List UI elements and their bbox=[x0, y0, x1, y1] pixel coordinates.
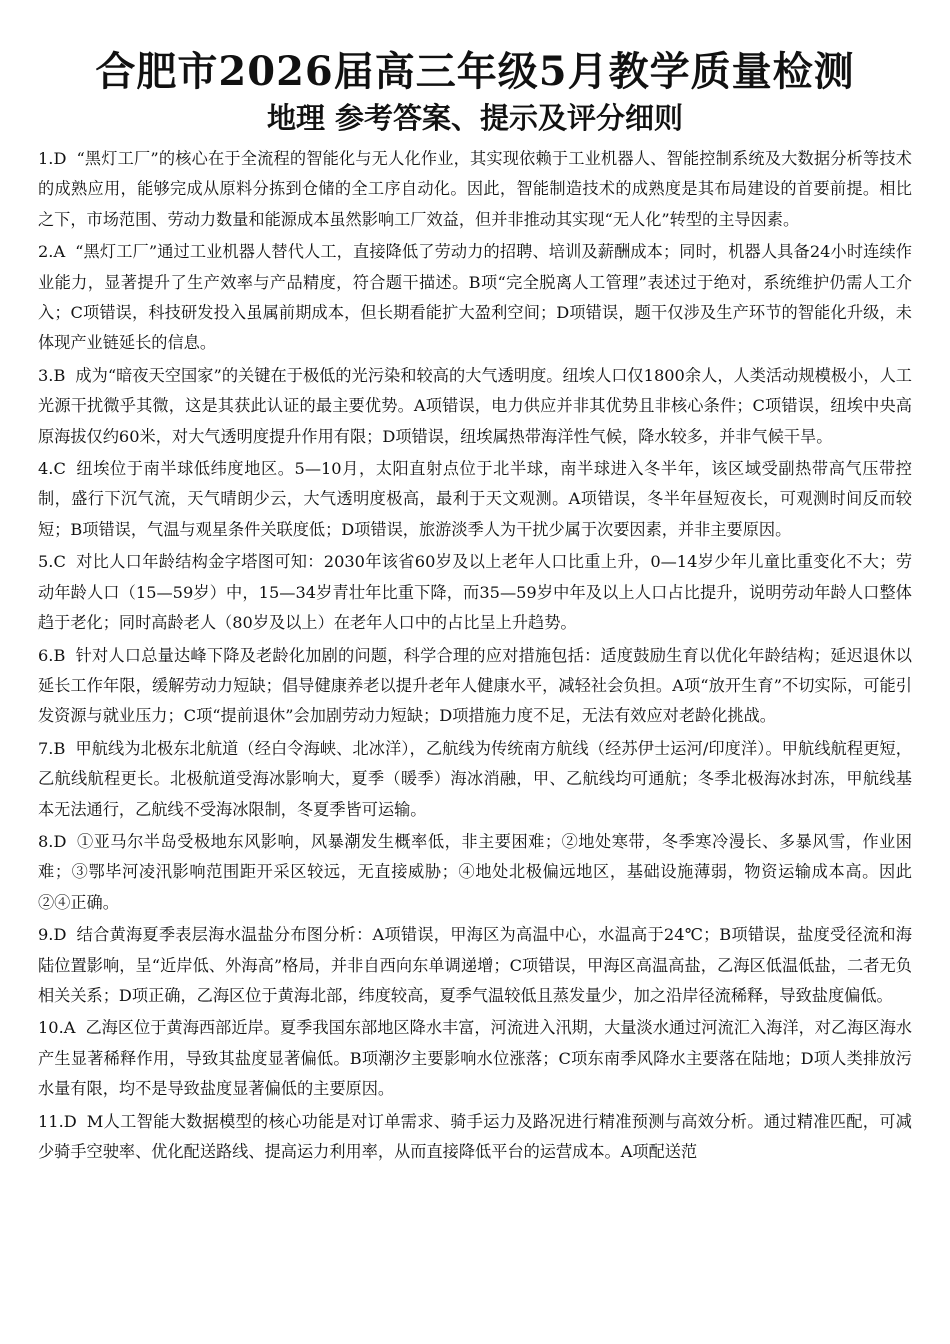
answer-explanation: ①亚马尔半岛受极地东风影响，风暴潮发生概率低，非主要困难；②地处寒带，冬季寒冷漫长、多暴风雪，作业困难；③鄂毕河凌汛影响范围距开采区较远，无直接威胁；④地处北极偏远地区，基础设施薄弱，物资运输成本高。因此②④正确。 bbox=[38, 831, 912, 912]
answer-explanation: 成为“暗夜天空国家”的关键在于极低的光污染和较高的大气透明度。纽埃人口仅1800余人，人类活动规模极小，人工光源干扰微乎其微，这是其获此认证的最主要优势。A项错误，电力供应并非其优势且非核心条件；C项错误，纽埃中央高原海拔仅约60米，对大气透明度提升作用有限；D项错误，纽埃属热带海洋性气候，降水较多，并非气候干旱。 bbox=[38, 365, 912, 446]
question-number: 6. bbox=[38, 645, 54, 665]
answer-item-7 bbox=[38, 734, 912, 825]
question-number: 9. bbox=[38, 925, 54, 945]
question-number: 5. bbox=[38, 552, 54, 572]
answer-explanation: 针对人口总量达峰下降及老龄化加剧的问题，科学合理的应对措施包括：适度鼓励生育以优化年龄结构；延迟退休以延长工作年限，缓解劳动力短缺；倡导健康养老以提升老年人健康水平，减轻社会负担。A项“放开生育”不切实际，可能引发资源与就业压力；C项“提前退休”会加剧劳动力短缺；D项措施力度不足，无法有效应对老龄化挑战。 bbox=[38, 645, 912, 726]
answer-item-3 bbox=[38, 361, 912, 452]
answer-item-11 bbox=[38, 1107, 912, 1168]
answer-key: D bbox=[63, 1111, 77, 1131]
question-number: 10. bbox=[38, 1018, 64, 1038]
answer-key: B bbox=[53, 365, 66, 385]
answer-explanation: 结合黄海夏季表层海水温盐分布图分析：A项错误，甲海区为高温中心，水温高于24℃；B项错误，盐度受径流和海陆位置影响，呈“近岸低、外海高”格局，并非自西向东单调递增；C项错误，甲海区高温高盐，乙海区低温低盐，二者无负相关关系；D项正确，乙海区位于黄海北部，纬度较高，夏季气温较低且蒸发量少，加之沿岸径流稀释，导致盐度偏低。 bbox=[38, 925, 912, 1005]
answer-key: D bbox=[53, 831, 67, 851]
answer-explanation: 纽埃位于南半球低纬度地区。5—10月，太阳直射点位于北半球，南半球进入冬半年，该区域受副热带高气压带控制，盛行下沉气流，天气晴朗少云，大气透明度极高，最利于天文观测。A项错误，冬半年昼短夜长，可观测时间反而较短；B项错误，气温与观星条件关联度低；D项错误，旅游淡季人为干扰少属于次要因素，并非主要原因。 bbox=[38, 459, 912, 539]
answer-explanation: 对比人口年龄结构金字塔图可知：2030年该省60岁及以上老年人口比重上升，0—14岁少年儿童比重变化不大；劳动年龄人口（15—59岁）中，15—34岁青壮年比重下降，而35—59岁中年及以上人口占比提升，说明劳动年龄人口整体趋于老化；同时高龄老人（80岁及以上）在老年人口中的占比呈上升趋势。 bbox=[38, 552, 912, 633]
answer-item-10 bbox=[38, 1013, 912, 1104]
question-number: 7. bbox=[38, 738, 54, 758]
answer-key: D bbox=[53, 149, 67, 168]
answer-explanation: M人工智能大数据模型的核心功能是对订单需求、骑手运力及路况进行精准预测与高效分析。通过精准匹配，可减少骑手空驶率、优化配送路线、提高运力利用率，从而直接降低平台的运营成本。A项配送范 bbox=[38, 1111, 912, 1161]
answer-key: D bbox=[53, 925, 67, 945]
answer-item-5 bbox=[38, 547, 912, 638]
answer-explanation: 乙海区位于黄海西部近岸。夏季我国东部地区降水丰富，河流进入汛期，大量淡水通过河流汇入海洋，对乙海区海水产生显著稀释作用，导致其盐度显著偏低。B项潮汐主要影响水位涨落；C项东南季风降水主要落在陆地；D项人类排放污水量有限，均不是导致盐度显著偏低的主要原因。 bbox=[38, 1018, 912, 1099]
question-number: 8. bbox=[38, 831, 54, 851]
question-number: 3. bbox=[38, 365, 54, 385]
page-subtitle: 地理 参考答案、提示及评分细则 bbox=[266, 101, 684, 135]
answer-item-8 bbox=[38, 827, 912, 918]
question-number: 4. bbox=[38, 459, 54, 479]
answer-explanation: “黑灯工厂”通过工业机器人替代人工，直接降低了劳动力的招聘、培训及薪酬成本；同时，机器人具备24小时连续作业能力，显著提升了生产效率与产品精度，符合题干描述。B项“完全脱离人工管理”表述过于绝对，系统维护仍需人工介入；C项错误，科技研发投入虽属前期成本，但长期看能扩大盈利空间；D项错误，题干仅涉及生产环节的智能化升级，未体现产业链延长的信息。 bbox=[38, 242, 912, 353]
answer-key: B bbox=[53, 738, 66, 758]
answer-key: C bbox=[53, 552, 66, 572]
page-title: 合肥市2026届高三年级5月教学质量检测 bbox=[95, 48, 855, 95]
answer-item-9 bbox=[38, 920, 912, 1011]
answer-key: C bbox=[53, 459, 66, 479]
answer-explanation: 甲航线为北极东北航道（经白令海峡、北冰洋），乙航线为传统南方航线（经苏伊士运河/印度洋）。甲航线航程更短，乙航线航程更长。北极航道受海冰影响大，夏季（暖季）海冰消融，甲、乙航线均可通航；冬季北极海冰封冻，甲航线基本无法通行，乙航线不受海冰限制，冬夏季皆可运输。 bbox=[38, 738, 912, 819]
answer-explanation: “黑灯工厂”的核心在于全流程的智能化与无人化作业，其实现依赖于工业机器人、智能控制系统及大数据分析等技术的成熟应用，能够完成从原料分拣到仓储的全工序自动化。因此，智能制造技术的成熟度是其布局建设的首要前提。相比之下，市场范围、劳动力数量和能源成本虽然影响工厂效益，但并非推动其实现“无人化”转型的主导因素。 bbox=[38, 149, 912, 229]
answer-key: A bbox=[63, 1018, 76, 1038]
answer-key: B bbox=[53, 645, 66, 665]
answer-item-6 bbox=[38, 641, 912, 732]
question-number: 11. bbox=[38, 1111, 64, 1131]
answer-item-1 bbox=[38, 144, 912, 235]
question-number: 1. bbox=[38, 149, 54, 168]
question-number: 2. bbox=[38, 242, 54, 262]
answer-item-2 bbox=[38, 237, 912, 359]
answer-item-4 bbox=[38, 454, 912, 545]
answer-key: A bbox=[53, 242, 66, 262]
answer-list bbox=[38, 144, 912, 1169]
